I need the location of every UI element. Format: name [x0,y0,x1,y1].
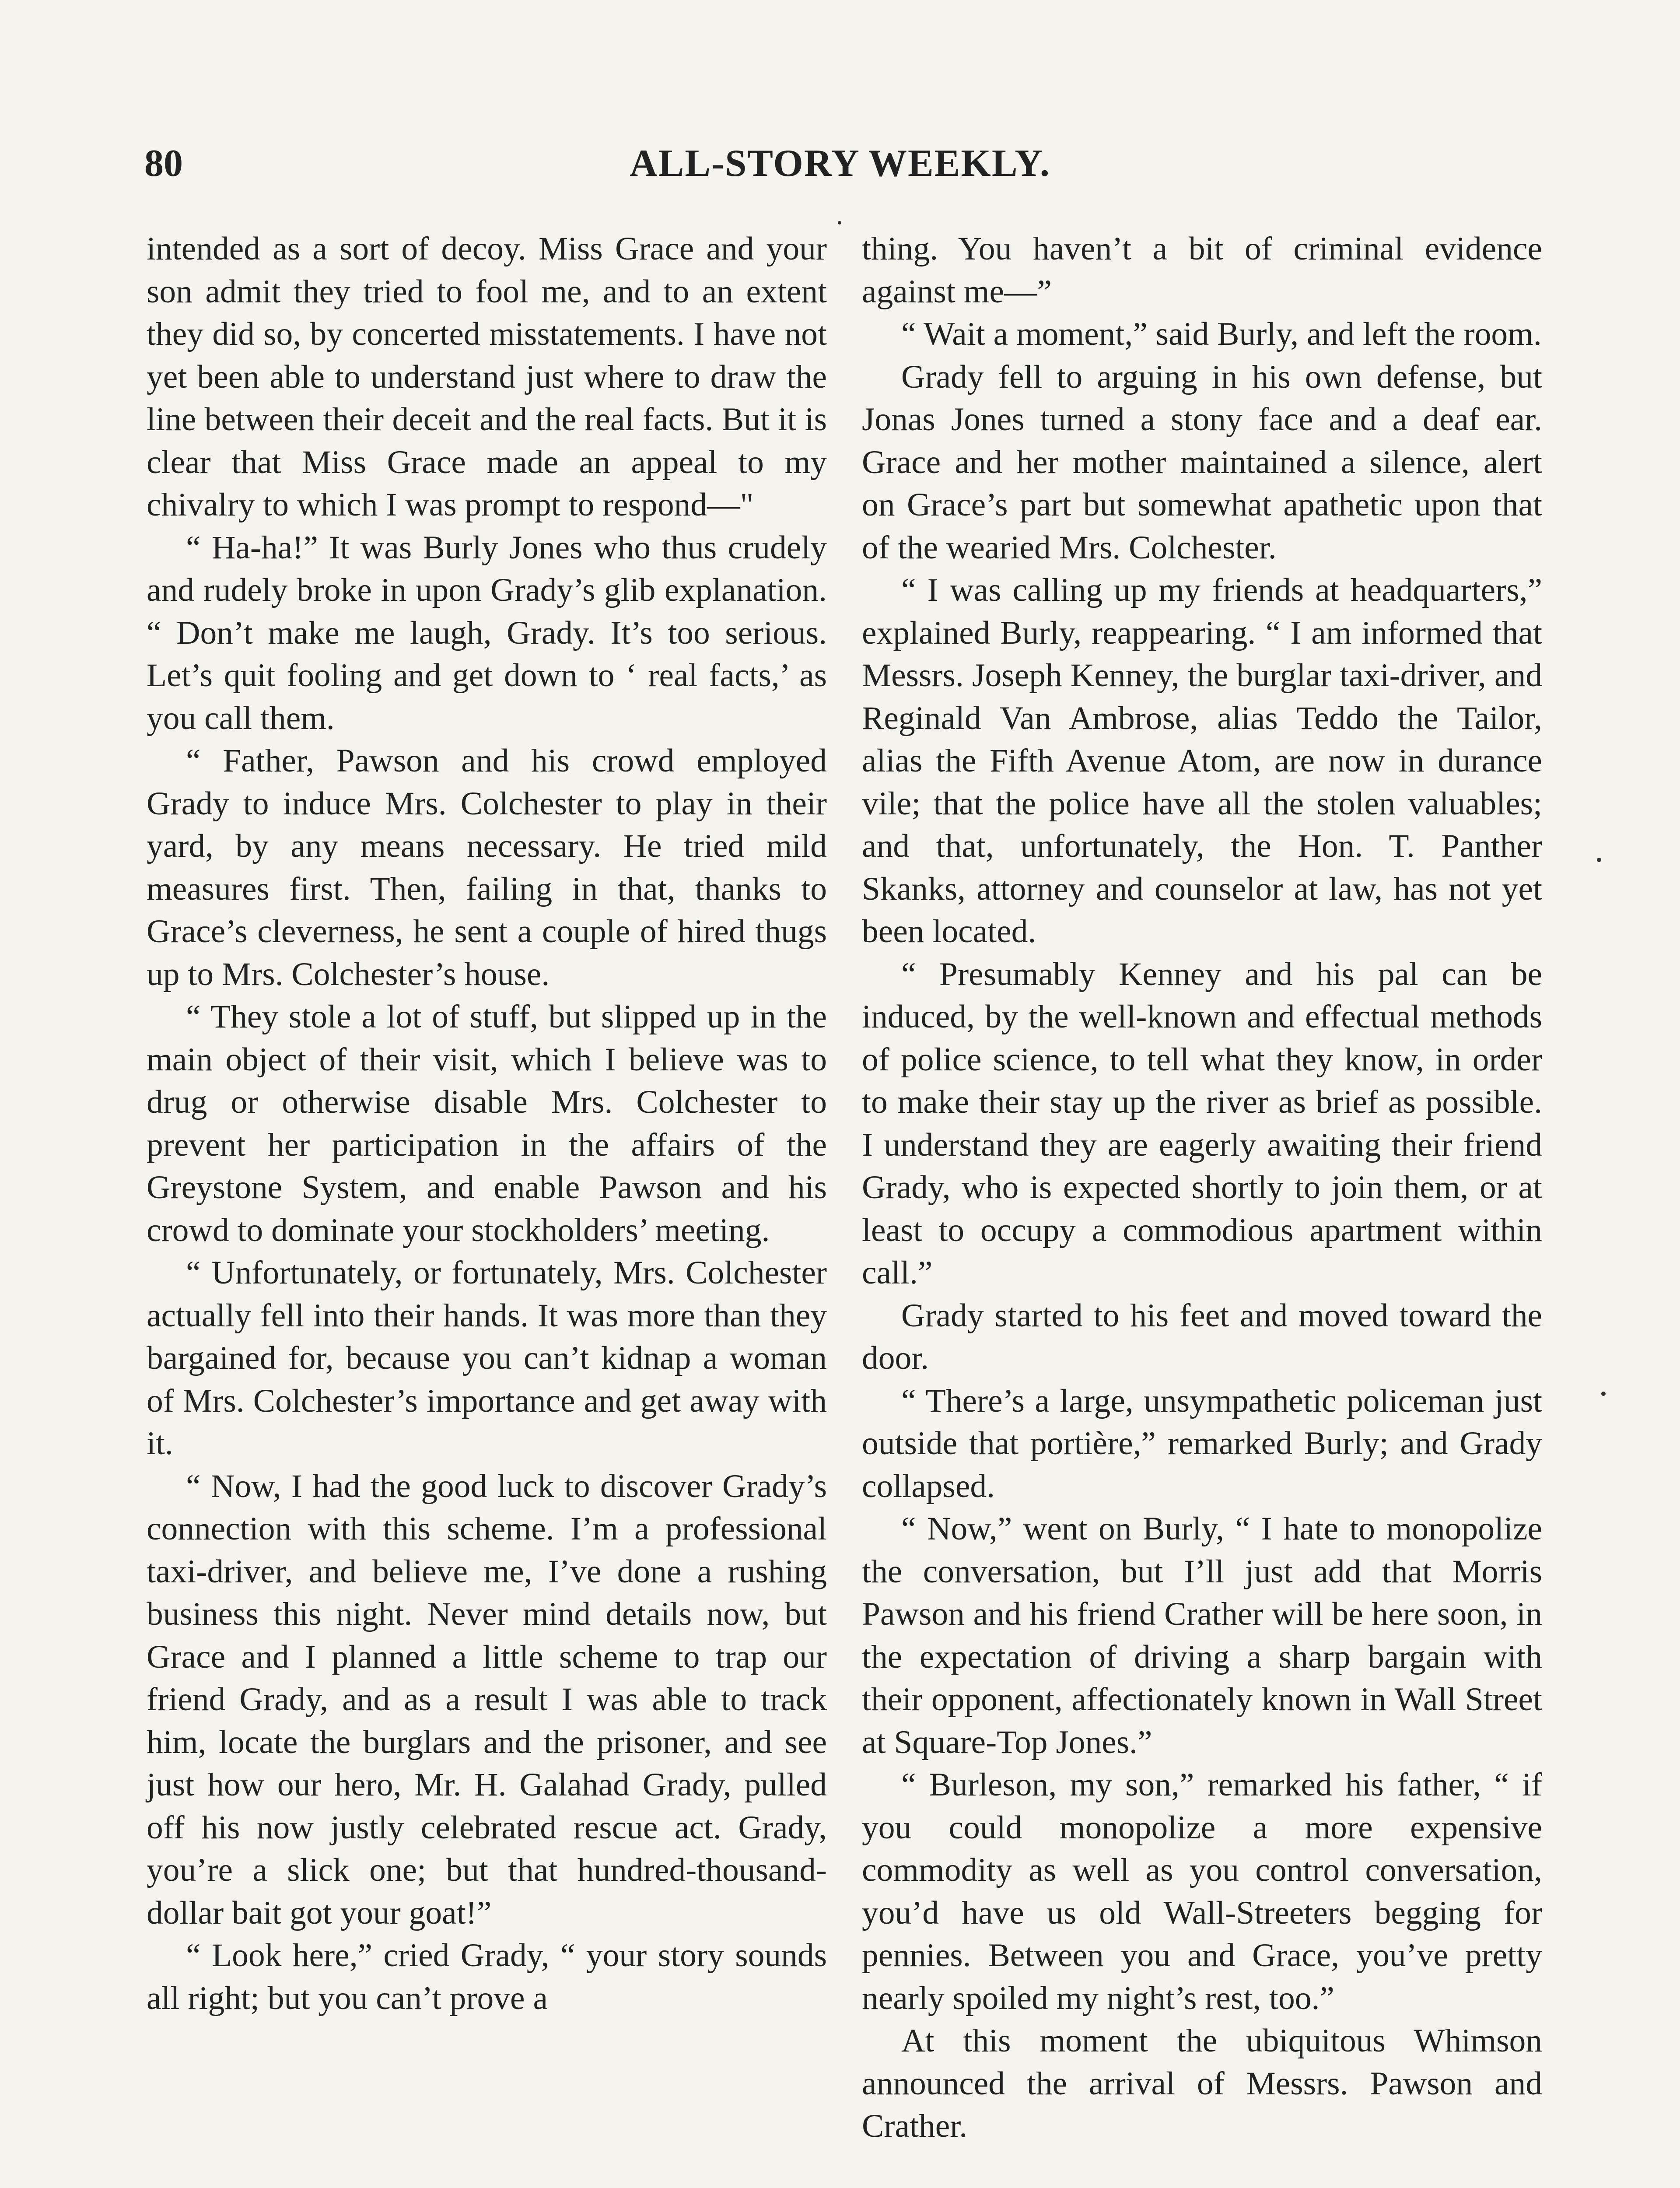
right-column [862,228,1542,2148]
paragraph: “ Presumably Kenney and his pal can be induced, by the well-known and effectual methods of police science, to tell what they know, in order to make their stay up the river as brief as possible. I understand they are eagerly awaiting their friend Grady, who is expected shortly to join them, or at least to occupy a commodious apartment within call.” [862,956,1542,1291]
paragraph: “ Wait a moment,” said Burly, and left the room. [901,316,1542,352]
paragraph: Grady fell to arguing in his own defense, but Jonas Jones turned a stony face and a deaf ear. Grace and her mother maintained a silence, alert on Grace’s part but somewhat apathetic upon that of the wearied Mrs. Colchester. [862,358,1542,566]
paragraph: “ Ha-ha!” It was Burly Jones who thus crudely and rudely broke in upon Grady’s glib explanation. “ Don’t make me laugh, Grady. It’s too serious. Let’s quit fooling and get down to ‘ real facts,’ as you call them. [147,529,827,736]
paragraph: “ Now, I had the good luck to discover Grady’s connection with this scheme. I’m a professional taxi-driver, and believe me, I’ve done a rushing business this night. Never mind details now, but Grace and I planned a little scheme to trap our friend Grady, and as a result I was able to track him, locate the burglars and the prisoner, and see just how our hero, Mr. H. Galahad Grady, pulled off his now justly celebrated rescue act. Grady, you’re a slick one; but that hundred-thousand-dollar bait got your goat!” [147,1468,827,1931]
paragraph: At this moment the ubiquitous Whimson announced the arrival of Messrs. Pawson and Crather. [862,2023,1542,2144]
paragraph: intended as a sort of decoy. Miss Grace and your son admit they tried to fool me, and to an extent they did so, by concerted misstatements. I have not yet been able to understand just where to draw the line between their deceit and the real facts. But it is clear that Miss Grace made an appeal to my chivalry to which I was prompt to respond—" [147,231,827,523]
paragraph: Grady started to his feet and moved toward the door. [862,1297,1542,1376]
ink-speck [838,221,841,224]
paragraph: “ Burleson, my son,” remarked his father, “ if you could monopolize a more expensive commodity as well as you control conversation, you’d have us old Wall-Streeters begging for pennies. Between you and Grace, you’ve pretty nearly spoiled my night’s rest, too.” [862,1767,1542,2016]
left-column [147,228,827,2020]
ink-speck [1597,858,1601,862]
paragraph: “ Unfortunately, or fortunately, Mrs. Colchester actually fell into their hands. It was more than they bargained for, because you can’t kidnap a woman of Mrs. Colchester’s importance and get away with it. [147,1255,827,1462]
paragraph: “ They stole a lot of stuff, but slipped up in the main object of their visit, which I believe was to drug or otherwise disable Mrs. Colchester to prevent her participation in the affairs of the Greystone System, and enable Pawson and his crowd to dominate your stockholders’ meeting. [147,999,827,1248]
running-title: ALL-STORY WEEKLY. [630,142,1050,185]
paragraph: “ I was calling up my friends at headquarters,” explained Burly, reappearing. “ I am informed that Messrs. Joseph Kenney, the burglar taxi-driver, and Reginald Van Ambrose, alias Teddo the Tailor, alias the Fifth Avenue Atom, are now in durance vile; that the police have all the stolen valuables; and that, unfortunately, the Hon. T. Panther Skanks, attorney and counselor at law, has not yet been located. [862,572,1542,950]
paragraph: “ Father, Pawson and his crowd employed Grady to induce Mrs. Colchester to play in their yard, by any means necessary. He tried mild measures first. Then, failing in that, thanks to Grace’s cleverness, he sent a couple of hired thugs up to Mrs. Colchester’s house. [147,743,827,992]
paragraph: “ Look here,” cried Grady, “ your story sounds all right; but you can’t prove a [147,1937,827,2016]
paragraph: “ There’s a large, unsympathetic policeman just outside that portière,” remarked Burly; and Grady collapsed. [862,1382,1542,1504]
ink-speck [1601,1392,1606,1396]
paragraph: “ Now,” went on Burly, “ I hate to monopolize the conversation, but I’ll just add that Morris Pawson and his friend Crather will be here soon, in the expectation of driving a sharp bargain with their opponent, affectionately known in Wall Street at Square-Top Jones.” [862,1511,1542,1760]
page-number: 80 [144,142,183,185]
paragraph: thing. You haven’t a bit of criminal evidence against me—” [862,231,1542,310]
